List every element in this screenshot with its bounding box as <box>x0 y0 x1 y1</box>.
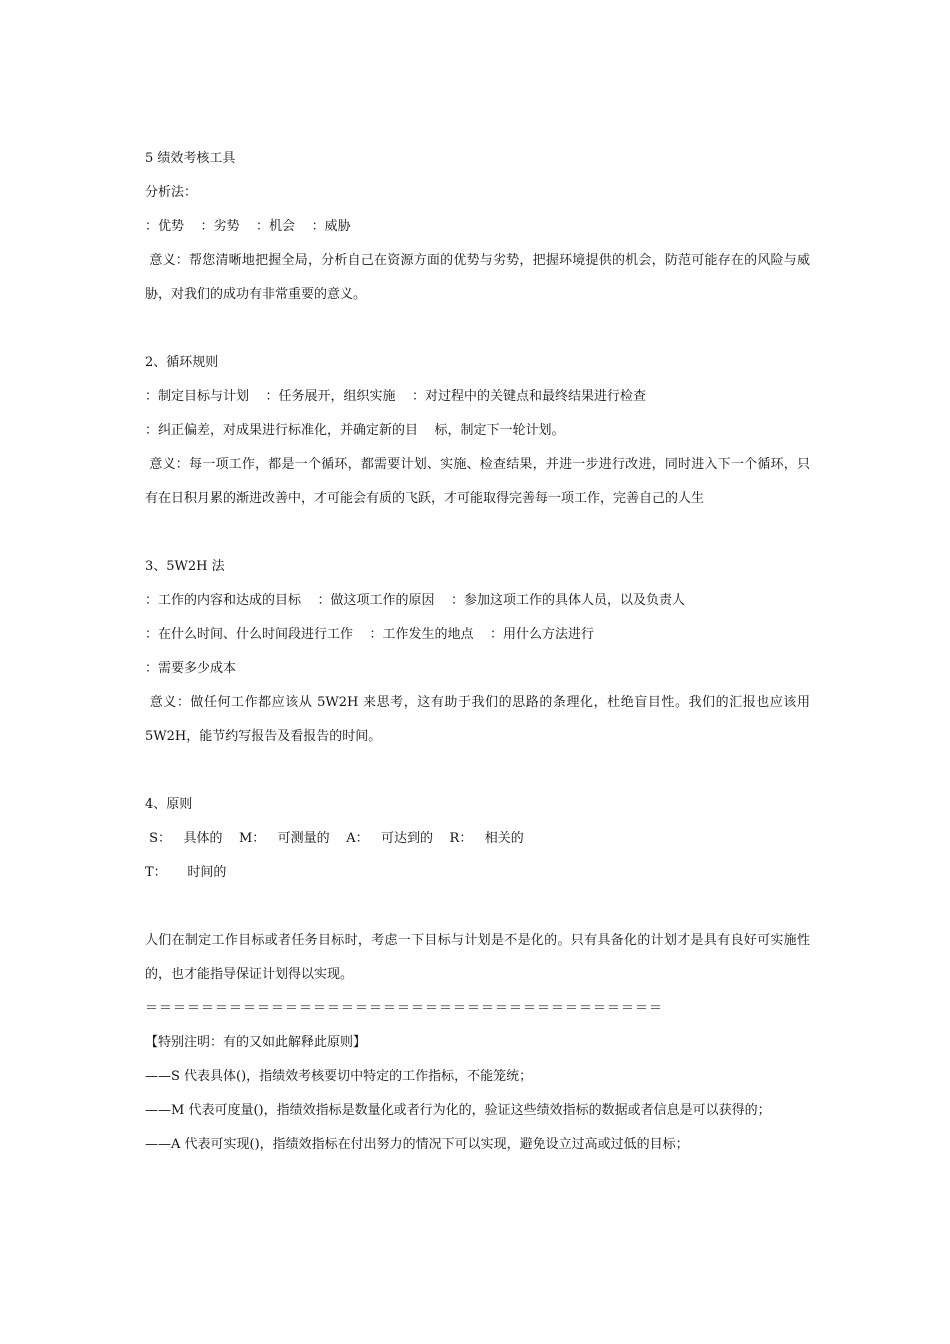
section1-items: ：优势 ：劣势 ：机会 ：威胁 <box>145 219 351 234</box>
section2-items-1: ：制定目标与计划 ：任务展开，组织实施 ：对过程中的关键点和最终结果进行检查 <box>145 389 647 404</box>
section1-meaning: 意义：帮您清晰地把握全局，分析自己在资源方面的优势与劣势，把握环境提供的机会，防范可能存在的风险与威胁，对我们的成功有非常重要的意义。 <box>145 253 810 302</box>
section2-items-2: ：纠正偏差，对成果进行标准化，并确定新的目 标，制定下一轮计划。 <box>145 423 565 438</box>
section3-items-1: ：工作的内容和达成的目标 ：做这项工作的原因 ：参加这项工作的具体人员，以及负责人 <box>145 593 686 608</box>
section3-items-3: ：需要多少成本 <box>145 661 237 676</box>
section3-items-2: ：在什么时间、什么时间段进行工作 ：工作发生的地点 ：用什么方法进行 <box>145 627 595 642</box>
section3-title: 3、5W2H 法 <box>145 559 225 574</box>
note-s: ——S 代表具体()，指绩效考核要切中特定的工作指标，不能笼统； <box>145 1069 533 1084</box>
separator-line: ＝＝＝＝＝＝＝＝＝＝＝＝＝＝＝＝＝＝＝＝＝＝＝＝＝＝＝＝＝＝＝＝＝＝＝＝＝ <box>145 1001 664 1016</box>
section4-items-1: S： 具体的 M： 可测量的 A： 可达到的 R： 相关的 <box>145 831 524 846</box>
note-title: 【特别注明：有的又如此解释此原则】 <box>145 1035 367 1050</box>
section1-subtitle: 分析法： <box>145 185 198 200</box>
section4-paragraph: 人们在制定工作目标或者任务目标时，考虑一下目标与计划是不是化的。只有具备化的计划才是具有良好可实施性的，也才能指导保证计划得以实现。 <box>145 933 810 982</box>
document-page <box>145 148 815 1168</box>
section2-title: 2、循环规则 <box>145 355 219 370</box>
note-m: ——M 代表可度量()，指绩效指标是数量化或者行为化的，验证这些绩效指标的数据或者信息是可以获得的； <box>145 1103 771 1118</box>
section2-meaning: 意义：每一项工作，都是一个循环，都需要计划、实施、检查结果，并进一步进行改进，同时进入下一个循环，只有在日积月累的渐进改善中，才可能会有质的飞跃，才可能取得完善每一项工作，完善自己的人生 <box>145 457 810 506</box>
note-a: ——A 代表可实现()，指绩效指标在付出努力的情况下可以实现，避免设立过高或过低的目标； <box>145 1137 689 1152</box>
section3-meaning: 意义：做任何工作都应该从 5W2H 来思考，这有助于我们的思路的条理化，杜绝盲目性。我们的汇报也应该用 5W2H，能节约写报告及看报告的时间。 <box>145 695 815 744</box>
section4-title: 4、原则 <box>145 797 193 812</box>
spacer <box>145 318 810 352</box>
spacer <box>145 760 810 794</box>
section4-items-2: T： 时间的 <box>145 865 227 880</box>
spacer <box>145 522 810 556</box>
section1-title: 5 绩效考核工具 <box>145 151 236 166</box>
